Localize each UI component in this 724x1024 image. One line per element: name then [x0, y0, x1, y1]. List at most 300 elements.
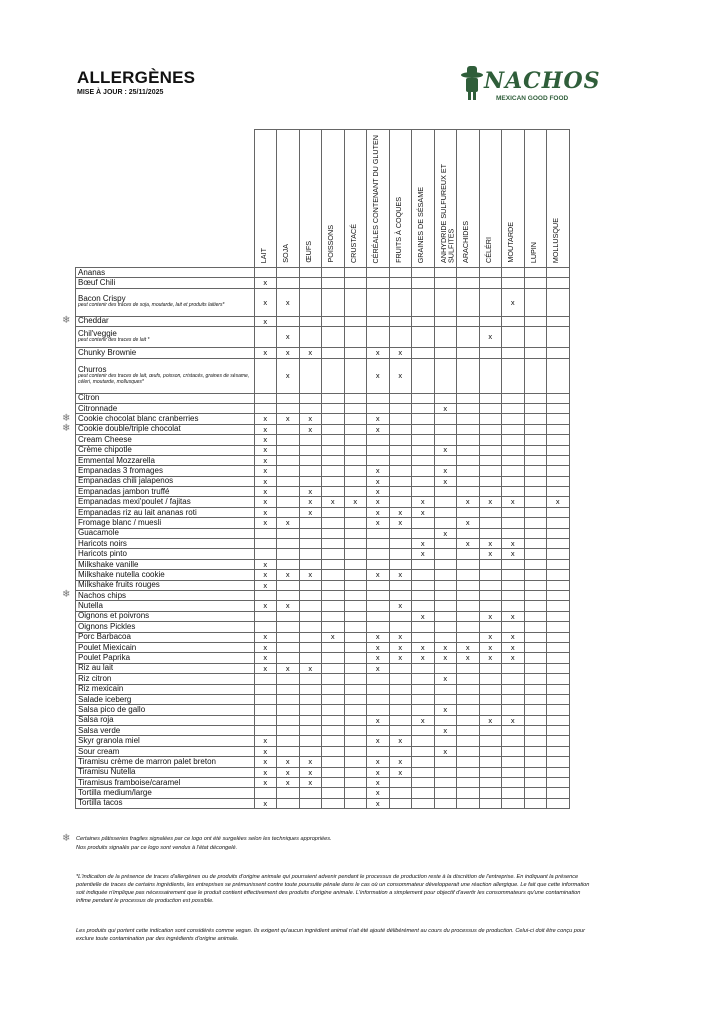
allergen-cell — [412, 476, 435, 486]
allergen-cell: x — [502, 288, 525, 316]
allergen-cell — [502, 798, 525, 808]
allergen-cell — [277, 278, 300, 288]
allergen-cell — [277, 316, 300, 326]
product-name: Salsa pico de gallo — [78, 704, 146, 714]
allergen-cell — [457, 798, 480, 808]
allergen-cell: x — [299, 757, 322, 767]
allergen-cell — [412, 767, 435, 777]
allergen-cell — [479, 590, 502, 600]
allergen-cell — [412, 528, 435, 538]
table-row — [76, 435, 570, 445]
allergen-cell — [502, 601, 525, 611]
allergen-cell — [389, 590, 412, 600]
allergen-cell — [502, 746, 525, 756]
product-cell — [76, 736, 255, 746]
allergen-cell: x — [367, 767, 390, 777]
allergen-cell: x — [367, 642, 390, 652]
allergen-cell — [367, 726, 390, 736]
allergen-cell — [322, 590, 345, 600]
product-cell — [76, 549, 255, 559]
column-label: MOUTARDE — [506, 222, 515, 263]
allergen-cell — [434, 663, 457, 673]
allergen-cell: x — [389, 757, 412, 767]
allergen-cell — [479, 507, 502, 517]
allergen-cell: x — [254, 414, 277, 424]
allergen-cell — [502, 476, 525, 486]
allergen-cell — [367, 549, 390, 559]
allergen-cell — [502, 268, 525, 278]
product-cell — [76, 674, 255, 684]
allergen-cell — [322, 757, 345, 767]
product-name: Bœuf Chili — [78, 278, 116, 288]
allergen-cell — [457, 393, 480, 403]
allergen-cell — [434, 611, 457, 621]
allergen-cell — [524, 327, 547, 348]
allergen-cell — [412, 736, 435, 746]
allergen-cell — [254, 705, 277, 715]
allergen-cell — [344, 528, 367, 538]
allergen-cell: x — [367, 507, 390, 517]
allergen-cell: x — [299, 348, 322, 358]
allergen-cell — [322, 684, 345, 694]
allergen-cell — [277, 632, 300, 642]
allergen-cell: x — [412, 507, 435, 517]
table-row — [76, 653, 570, 663]
column-header — [277, 130, 300, 268]
allergen-cell — [457, 268, 480, 278]
product-cell — [76, 539, 255, 549]
product-cell — [76, 570, 255, 580]
allergen-cell — [434, 539, 457, 549]
allergen-cell — [254, 715, 277, 725]
allergen-cell — [479, 757, 502, 767]
table-row — [76, 715, 570, 725]
allergen-cell — [502, 348, 525, 358]
allergen-cell — [299, 518, 322, 528]
allergen-cell — [299, 788, 322, 798]
allergen-cell — [254, 403, 277, 413]
allergen-cell — [524, 549, 547, 559]
allergen-cell — [322, 466, 345, 476]
product-cell — [76, 611, 255, 621]
product-cell — [76, 424, 255, 434]
allergen-cell — [412, 518, 435, 528]
product-name: Salade iceberg — [78, 694, 132, 704]
allergen-cell — [434, 288, 457, 316]
allergen-cell — [322, 424, 345, 434]
allergen-cell — [479, 393, 502, 403]
traces-note: *L'indication de la présence de traces d'allergènes ou de produits d'origine animale qui pourraient advenir pendant le processus de production reste à la discrétion de l'entreprise. En indiquant la présence potentielle de traces de certains ingrédients, les entreprises se prémunissent contre toute poursuite pénale dans le cas où un consommateur développerait une réaction allergique. Le fait que cette information soit indiquée n'implique pas nécessairement que le produit contient effectivement des produits d'origine animale. L'information a simplement pour objectif d'avertir les consommateurs qu'une contamination infime pendant le processus de production est possible. — [76, 874, 590, 905]
column-header — [367, 130, 390, 268]
allergen-cell — [277, 746, 300, 756]
allergen-cell — [479, 559, 502, 569]
table-row — [76, 348, 570, 358]
table-row — [76, 476, 570, 486]
allergen-cell — [322, 674, 345, 684]
product-cell — [76, 348, 255, 358]
allergen-cell — [547, 570, 570, 580]
allergen-cell — [254, 726, 277, 736]
allergen-cell — [479, 288, 502, 316]
allergen-cell — [412, 487, 435, 497]
allergen-cell: x — [254, 445, 277, 455]
product-cell — [76, 705, 255, 715]
allergen-cell — [524, 778, 547, 788]
page-title: ALLERGÈNES — [77, 68, 196, 87]
allergen-cell — [547, 549, 570, 559]
allergen-cell — [502, 684, 525, 694]
allergen-cell — [389, 327, 412, 348]
product-name: Haricots noirs — [78, 538, 127, 548]
allergen-cell — [277, 549, 300, 559]
allergen-cell: x — [412, 642, 435, 652]
allergen-cell — [547, 590, 570, 600]
allergen-cell — [412, 570, 435, 580]
product-cell — [76, 414, 255, 424]
allergen-cell: x — [502, 497, 525, 507]
allergen-cell — [457, 278, 480, 288]
allergen-cell — [344, 757, 367, 767]
product-name: Riz mexicain — [78, 684, 124, 694]
allergen-cell — [434, 455, 457, 465]
allergen-cell — [502, 590, 525, 600]
allergen-cell: x — [412, 549, 435, 559]
allergen-cell — [457, 424, 480, 434]
allergen-cell — [299, 528, 322, 538]
allergen-cell — [322, 726, 345, 736]
allergen-cell — [254, 694, 277, 704]
allergen-cell: x — [389, 570, 412, 580]
allergen-cell — [389, 726, 412, 736]
logo-tagline: MEXICAN GOOD FOOD — [496, 95, 569, 102]
allergen-cell — [434, 601, 457, 611]
allergen-cell — [412, 327, 435, 348]
allergen-cell — [524, 414, 547, 424]
allergen-cell: x — [254, 642, 277, 652]
allergen-cell — [434, 268, 457, 278]
frozen-note-2: Nos produits signalés par ce logo sont vendus à l'état décongelé. — [76, 845, 238, 851]
allergen-cell: x — [389, 642, 412, 652]
allergen-cell — [367, 559, 390, 569]
allergen-cell — [479, 663, 502, 673]
product-cell — [76, 767, 255, 777]
allergen-cell — [344, 518, 367, 528]
allergen-cell — [479, 684, 502, 694]
allergen-cell — [322, 358, 345, 393]
table-corner — [76, 130, 255, 268]
allergen-cell — [502, 736, 525, 746]
allergen-cell — [389, 455, 412, 465]
allergen-cell — [344, 539, 367, 549]
allergen-cell: x — [457, 642, 480, 652]
allergen-cell — [389, 788, 412, 798]
column-header — [299, 130, 322, 268]
allergen-cell — [254, 788, 277, 798]
allergen-cell — [322, 327, 345, 348]
allergen-cell — [479, 278, 502, 288]
allergen-cell — [547, 726, 570, 736]
allergen-cell: x — [389, 767, 412, 777]
table-row — [76, 746, 570, 756]
allergen-cell — [434, 358, 457, 393]
allergen-cell: x — [457, 653, 480, 663]
allergen-cell — [457, 455, 480, 465]
allergen-cell — [547, 528, 570, 538]
allergen-cell — [322, 622, 345, 632]
allergen-cell — [502, 435, 525, 445]
allergen-cell — [547, 559, 570, 569]
product-cell — [76, 393, 255, 403]
table-row — [76, 757, 570, 767]
allergen-cell — [389, 549, 412, 559]
allergen-cell — [479, 445, 502, 455]
allergen-cell — [299, 746, 322, 756]
allergen-cell — [322, 435, 345, 445]
allergen-cell — [547, 746, 570, 756]
allergen-cell — [344, 487, 367, 497]
allergen-cell — [299, 288, 322, 316]
allergen-cell — [344, 684, 367, 694]
allergen-cell — [479, 674, 502, 684]
column-label: CÉRÉALES CONTENANT DU GLUTEN — [371, 134, 380, 263]
allergen-cell — [277, 507, 300, 517]
allergen-cell: x — [299, 778, 322, 788]
allergen-cell — [502, 327, 525, 348]
allergen-cell: x — [434, 642, 457, 652]
allergen-cell — [547, 435, 570, 445]
allergen-cell — [547, 632, 570, 642]
allergen-cell — [344, 570, 367, 580]
product-name: Empanadas chili jalapenos — [78, 476, 174, 486]
allergen-cell — [457, 590, 480, 600]
allergen-cell — [344, 507, 367, 517]
allergen-cell — [367, 684, 390, 694]
allergen-cell — [344, 327, 367, 348]
product-cell — [76, 622, 255, 632]
allergen-cell: x — [254, 559, 277, 569]
allergen-cell: x — [367, 778, 390, 788]
allergen-cell: x — [277, 358, 300, 393]
update-date: MISE À JOUR : 25/11/2025 — [77, 89, 164, 96]
allergen-cell — [479, 580, 502, 590]
allergen-cell — [434, 590, 457, 600]
product-cell — [76, 528, 255, 538]
allergen-cell — [322, 611, 345, 621]
allergen-cell — [277, 466, 300, 476]
allergen-cell — [344, 767, 367, 777]
allergen-cell — [412, 445, 435, 455]
allergen-cell — [254, 268, 277, 278]
product-name: Cheddar — [78, 316, 109, 326]
allergen-cell — [412, 435, 435, 445]
allergen-cell — [367, 580, 390, 590]
column-label: FRUITS À COQUES — [393, 197, 403, 263]
allergen-cell: x — [254, 601, 277, 611]
allergen-cell: x — [389, 632, 412, 642]
allergen-cell — [524, 590, 547, 600]
allergen-cell — [344, 632, 367, 642]
column-label: ANHYDRIDE SULFUREUX ET SULFITES — [438, 164, 456, 263]
allergen-cell — [524, 736, 547, 746]
allergen-cell — [547, 798, 570, 808]
column-header — [524, 130, 547, 268]
allergen-cell — [547, 466, 570, 476]
allergen-cell — [254, 549, 277, 559]
logo-brand: NACHOS — [484, 68, 601, 94]
allergen-cell — [547, 348, 570, 358]
product-name: Crème chipotle — [78, 445, 132, 455]
allergen-cell — [412, 348, 435, 358]
allergen-cell — [547, 705, 570, 715]
product-cell — [76, 788, 255, 798]
allergen-cell — [389, 611, 412, 621]
product-name: Tortilla medium/large — [78, 788, 152, 798]
allergen-cell — [502, 580, 525, 590]
allergen-cell — [389, 268, 412, 278]
allergen-cell: x — [277, 778, 300, 788]
allergen-cell — [322, 487, 345, 497]
allergen-cell: x — [502, 653, 525, 663]
allergen-cell — [299, 694, 322, 704]
table-row — [76, 424, 570, 434]
allergen-cell — [524, 684, 547, 694]
table-row — [76, 466, 570, 476]
allergen-cell — [299, 705, 322, 715]
allergen-cell — [547, 684, 570, 694]
product-name: Chunky Brownie — [78, 347, 137, 357]
allergen-cell — [524, 580, 547, 590]
product-name: Tortilla tacos — [78, 798, 123, 808]
allergen-cell — [434, 424, 457, 434]
allergen-cell: x — [457, 539, 480, 549]
product-name: Empanadas mexi'poulet / fajitas — [78, 497, 191, 507]
allergen-cell: x — [254, 497, 277, 507]
allergen-cell — [412, 316, 435, 326]
allergen-cell: x — [457, 497, 480, 507]
allergen-cell — [367, 622, 390, 632]
allergen-cell — [502, 455, 525, 465]
allergen-cell — [457, 466, 480, 476]
allergen-cell — [524, 611, 547, 621]
allergen-cell — [389, 403, 412, 413]
product-cell — [76, 316, 255, 326]
allergen-cell — [457, 327, 480, 348]
allergen-cell — [434, 736, 457, 746]
allergen-cell: x — [434, 726, 457, 736]
allergen-cell — [254, 611, 277, 621]
allergen-cell — [367, 590, 390, 600]
table-row — [76, 549, 570, 559]
allergen-cell — [389, 288, 412, 316]
table-row — [76, 622, 570, 632]
allergen-cell: x — [479, 327, 502, 348]
allergen-cell — [479, 778, 502, 788]
allergen-cell — [412, 746, 435, 756]
allergen-cell — [367, 528, 390, 538]
allergen-cell: x — [277, 601, 300, 611]
allergen-cell — [322, 414, 345, 424]
allergen-cell — [367, 539, 390, 549]
allergen-cell — [412, 358, 435, 393]
table-row — [76, 507, 570, 517]
allergen-cell — [299, 736, 322, 746]
allergen-cell: x — [434, 746, 457, 756]
allergen-cell — [299, 590, 322, 600]
allergen-cell — [299, 549, 322, 559]
product-cell — [76, 663, 255, 673]
allergen-cell: x — [367, 518, 390, 528]
allergen-cell — [322, 268, 345, 278]
table-row — [76, 445, 570, 455]
product-note: peut contenir des traces de lait * — [78, 337, 150, 344]
allergen-cell — [547, 518, 570, 528]
allergen-cell: x — [299, 424, 322, 434]
allergen-cell — [412, 788, 435, 798]
allergen-cell: x — [277, 288, 300, 316]
allergen-cell — [524, 798, 547, 808]
allergen-cell — [412, 632, 435, 642]
column-label: LUPIN — [528, 241, 538, 263]
allergen-cell — [277, 476, 300, 486]
table-row — [76, 736, 570, 746]
product-cell — [76, 518, 255, 528]
allergen-cell — [344, 424, 367, 434]
allergen-cell — [434, 507, 457, 517]
allergen-cell — [412, 757, 435, 767]
allergen-cell — [479, 788, 502, 798]
allergen-cell — [524, 424, 547, 434]
product-name: Citronnade — [78, 403, 118, 413]
allergen-cell — [412, 393, 435, 403]
allergen-cell: x — [502, 642, 525, 652]
allergen-cell — [457, 746, 480, 756]
product-name: Milkshake fruits rouges — [78, 580, 160, 590]
allergen-cell: x — [344, 497, 367, 507]
allergen-cell — [547, 539, 570, 549]
allergen-cell: x — [254, 653, 277, 663]
table-row — [76, 601, 570, 611]
allergen-cell — [277, 497, 300, 507]
allergen-cell: x — [254, 767, 277, 777]
product-cell — [76, 590, 255, 600]
product-cell — [76, 327, 255, 348]
allergen-cell — [344, 358, 367, 393]
allergen-cell — [367, 327, 390, 348]
allergen-cell: x — [299, 507, 322, 517]
product-name: Empanadas 3 fromages — [78, 465, 163, 475]
allergen-cell — [322, 798, 345, 808]
column-header — [457, 130, 480, 268]
product-cell — [76, 476, 255, 486]
allergen-cell — [457, 674, 480, 684]
allergen-cell: x — [254, 476, 277, 486]
allergen-cell — [344, 746, 367, 756]
allergen-cell — [457, 757, 480, 767]
allergen-cell — [344, 268, 367, 278]
allergen-cell — [547, 767, 570, 777]
allergen-cell — [389, 539, 412, 549]
allergen-cell — [457, 684, 480, 694]
allergen-cell — [412, 798, 435, 808]
allergen-cell — [502, 622, 525, 632]
allergen-cell — [547, 580, 570, 590]
table-row — [76, 674, 570, 684]
allergen-cell — [479, 466, 502, 476]
allergen-cell — [547, 778, 570, 788]
column-header — [322, 130, 345, 268]
table-row — [76, 632, 570, 642]
allergen-cell — [344, 414, 367, 424]
